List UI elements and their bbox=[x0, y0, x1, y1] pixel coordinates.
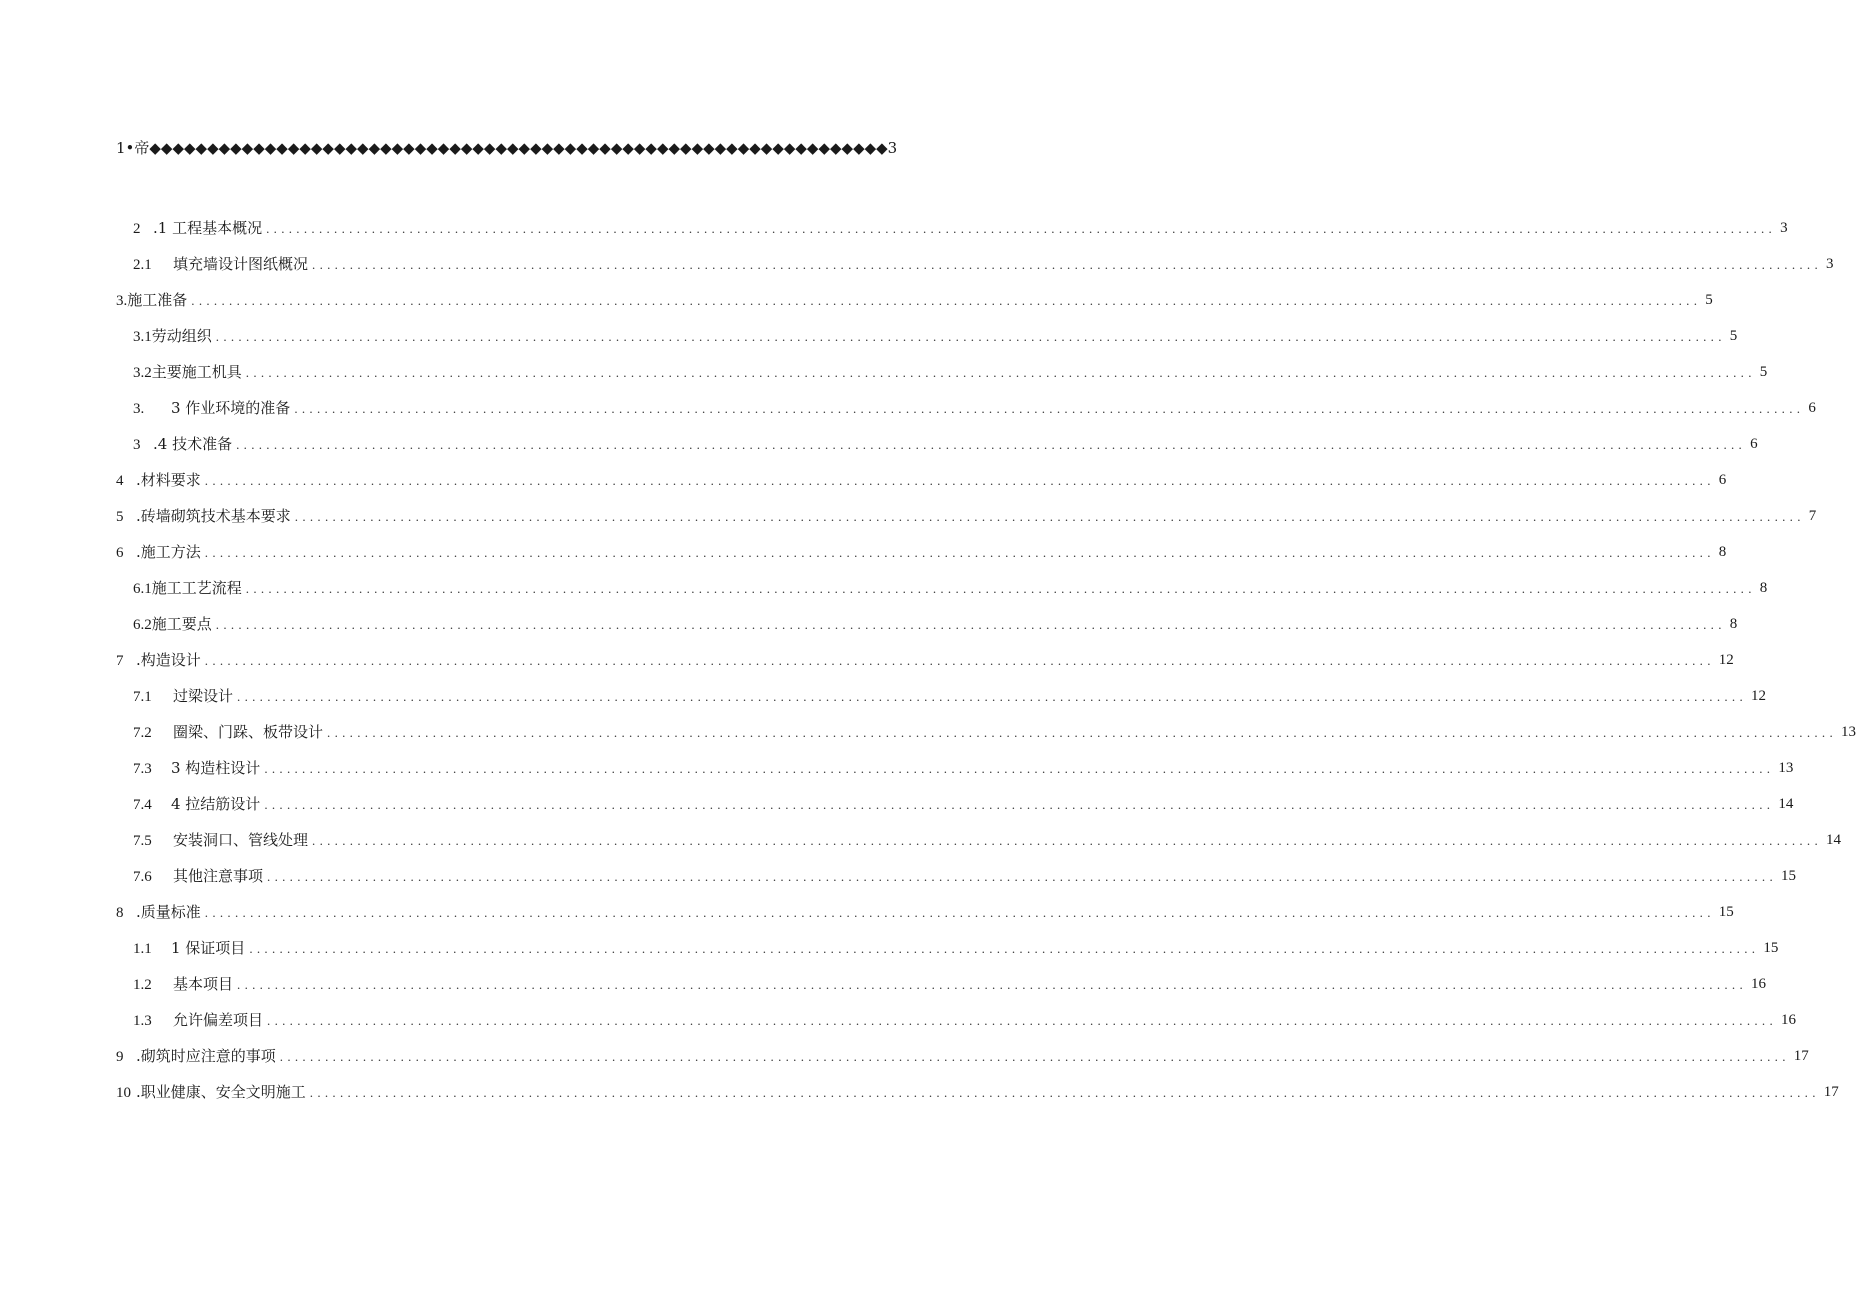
toc-entry-number: 6 bbox=[116, 544, 124, 561]
toc-entry[interactable] bbox=[0, 786, 1794, 822]
toc-entry-page-number: 5 bbox=[1759, 364, 1768, 380]
toc-entry-title: 施工工艺流程 bbox=[151, 578, 242, 597]
toc-entry-label bbox=[133, 326, 214, 347]
toc-entry[interactable] bbox=[0, 822, 1842, 858]
toc-entry-page-number: 5 bbox=[1705, 292, 1713, 308]
toc-entry-label bbox=[133, 938, 247, 959]
toc-entry-number: 1.2 bbox=[133, 976, 152, 993]
toc-entry-label bbox=[133, 254, 310, 275]
toc-entry-title: 安装洞口、管线处理 bbox=[173, 830, 309, 849]
toc-header-line: 1•帝◆◆◆◆◆◆◆◆◆◆◆◆◆◆◆◆◆◆◆◆◆◆◆◆◆◆◆◆◆◆◆◆◆◆◆◆◆◆◆◆◆◆◆◆◆◆◆◆◆◆◆◆◆◆◆◆◆◆◆◆◆◆◆◆3 bbox=[116, 139, 898, 157]
toc-entry-page-number: 17 bbox=[1823, 1084, 1839, 1100]
toc-leader-dots: ........................................................................................................................................................................................................ bbox=[237, 977, 1748, 992]
toc-entry[interactable] bbox=[0, 426, 1758, 462]
toc-entry[interactable] bbox=[0, 354, 1768, 390]
toc-entry-number: 3. bbox=[133, 400, 145, 417]
toc-entry-title: 其他注意事项 bbox=[173, 866, 264, 885]
toc-entry-page-number: 14 bbox=[1778, 796, 1794, 812]
toc-entry-number: 8 bbox=[116, 904, 124, 921]
toc-entry-label bbox=[116, 470, 203, 491]
toc-entry[interactable] bbox=[0, 1002, 1797, 1038]
toc-entry-title: 施工准备 bbox=[127, 290, 188, 309]
toc-entry-label bbox=[133, 974, 235, 995]
toc-leader-dots: ........................................................................................................................................................................................................ bbox=[266, 221, 1777, 236]
toc-entry-number: 6.2 bbox=[133, 616, 152, 633]
toc-entry-label bbox=[133, 1010, 265, 1031]
toc-leader-dots: ........................................................................................................................................................................................................ bbox=[267, 1013, 1778, 1028]
toc-entry-number: 7 bbox=[116, 652, 124, 669]
toc-entry[interactable] bbox=[0, 1038, 1809, 1074]
toc-leader-dots: ........................................................................................................................................................................................................ bbox=[264, 797, 1775, 812]
toc-entry-label bbox=[116, 506, 293, 527]
toc-leader-dots: ........................................................................................................................................................................................................ bbox=[204, 905, 1715, 920]
toc-entry-number: 6.1 bbox=[133, 580, 152, 597]
toc-entry-number: 10 bbox=[116, 1084, 131, 1101]
toc-entry-page-number: 3 bbox=[1826, 256, 1834, 272]
toc-entry-number: 4 bbox=[116, 472, 124, 489]
toc-entry-title: .4 技术准备 bbox=[153, 434, 233, 453]
toc-leader-dots: ........................................................................................................................................................................................................ bbox=[294, 401, 1805, 416]
toc-entry-title: 主要施工机具 bbox=[151, 362, 242, 381]
toc-entry[interactable] bbox=[0, 930, 1779, 966]
toc-entry-title: 过梁设计 bbox=[173, 686, 234, 705]
toc-entry-number: 2.1 bbox=[133, 256, 152, 273]
toc-entry-label bbox=[133, 434, 234, 455]
toc-entry-label bbox=[133, 578, 244, 599]
toc-entry-page-number: 6 bbox=[1750, 436, 1758, 452]
toc-leader-dots: ........................................................................................................................................................................................................ bbox=[204, 653, 1715, 668]
toc-entry-page-number: 6 bbox=[1808, 400, 1816, 416]
toc-leader-dots: ........................................................................................................................................................................................................ bbox=[215, 329, 1726, 344]
toc-entry[interactable] bbox=[0, 246, 1834, 282]
toc-entry-page-number: 8 bbox=[1759, 580, 1768, 596]
toc-entry-number: 1.3 bbox=[133, 1012, 152, 1029]
toc-entry[interactable] bbox=[0, 1074, 1839, 1110]
toc-entry[interactable] bbox=[0, 462, 1727, 498]
toc-entry-number: 7.2 bbox=[133, 724, 152, 741]
toc-entry-label bbox=[133, 686, 235, 707]
toc-entry-page-number: 8 bbox=[1729, 616, 1738, 632]
toc-entry-number: 3.1 bbox=[133, 328, 152, 345]
toc-entry-page-number: 8 bbox=[1718, 544, 1727, 560]
toc-leader-dots: ........................................................................................................................................................................................................ bbox=[327, 725, 1838, 740]
toc-entry[interactable] bbox=[0, 390, 1816, 426]
toc-entry-title: .砌筑时应注意的事项 bbox=[136, 1046, 276, 1065]
toc-entry[interactable] bbox=[0, 534, 1727, 570]
toc-entry-page-number: 15 bbox=[1718, 904, 1734, 920]
toc-entry-number: 1.1 bbox=[133, 940, 152, 957]
toc-entry-page-number: 13 bbox=[1778, 760, 1794, 776]
toc-entry-page-number: 7 bbox=[1808, 508, 1817, 524]
toc-leader-dots: ........................................................................................................................................................................................................ bbox=[191, 293, 1702, 308]
toc-entry-number: 7.5 bbox=[133, 832, 152, 849]
toc-leader-dots: ........................................................................................................................................................................................................ bbox=[309, 1085, 1820, 1100]
toc-entry-page-number: 16 bbox=[1781, 1012, 1797, 1028]
toc-entry-title: 圈梁、门跺、板带设计 bbox=[173, 722, 324, 741]
toc-entry-page-number: 15 bbox=[1763, 940, 1779, 956]
toc-entry-label bbox=[133, 218, 264, 239]
toc-entry-label bbox=[133, 794, 262, 815]
table-of-contents bbox=[0, 210, 1856, 1110]
toc-entry-label bbox=[133, 722, 325, 743]
toc-entry-page-number: 5 bbox=[1729, 328, 1738, 344]
toc-entry-title: 允许偏差项目 bbox=[173, 1010, 264, 1029]
toc-entry-title: .施工方法 bbox=[136, 542, 201, 561]
toc-entry-title: .质量标准 bbox=[136, 902, 201, 921]
toc-entry-title: 基本项目 bbox=[173, 974, 234, 993]
toc-leader-dots: ........................................................................................................................................................................................................ bbox=[237, 689, 1748, 704]
toc-entry-label bbox=[116, 542, 203, 563]
toc-entry-title: .构造设计 bbox=[136, 650, 201, 669]
toc-entry-number: 7.6 bbox=[133, 868, 152, 885]
toc-entry[interactable] bbox=[0, 858, 1797, 894]
toc-leader-dots: ........................................................................................................................................................................................................ bbox=[312, 257, 1823, 272]
toc-entry-number: 7.3 bbox=[133, 760, 152, 777]
toc-leader-dots: ........................................................................................................................................................................................................ bbox=[204, 473, 1715, 488]
toc-leader-dots: ........................................................................................................................................................................................................ bbox=[279, 1049, 1790, 1064]
toc-entry-title: 1 保证项目 bbox=[171, 938, 246, 957]
toc-entry-label bbox=[133, 398, 292, 419]
toc-leader-dots: ........................................................................................................................................................................................................ bbox=[245, 581, 1756, 596]
toc-entry[interactable] bbox=[0, 318, 1738, 354]
toc-entry-label bbox=[116, 1082, 308, 1103]
toc-entry[interactable] bbox=[0, 714, 1856, 750]
toc-entry[interactable] bbox=[0, 606, 1738, 642]
toc-entry-title: 3 构造柱设计 bbox=[171, 758, 261, 777]
toc-leader-dots: ........................................................................................................................................................................................................ bbox=[264, 761, 1775, 776]
toc-entry-title: 劳动组织 bbox=[151, 326, 212, 345]
toc-entry-title: .砖墙砌筑技术基本要求 bbox=[136, 506, 291, 525]
toc-leader-dots: ........................................................................................................................................................................................................ bbox=[312, 833, 1823, 848]
toc-entry-page-number: 6 bbox=[1718, 472, 1727, 488]
toc-entry-page-number: 12 bbox=[1718, 652, 1734, 668]
toc-entry[interactable] bbox=[0, 210, 1788, 246]
toc-entry-label bbox=[133, 866, 265, 887]
toc-entry-page-number: 15 bbox=[1781, 868, 1797, 884]
toc-entry-label bbox=[133, 614, 214, 635]
toc-leader-dots: ........................................................................................................................................................................................................ bbox=[294, 509, 1805, 524]
toc-leader-dots: ........................................................................................................................................................................................................ bbox=[267, 869, 1778, 884]
toc-entry-number: 3. bbox=[116, 292, 128, 309]
toc-entry-page-number: 12 bbox=[1751, 688, 1767, 704]
toc-entry[interactable] bbox=[0, 750, 1794, 786]
toc-entry-title: 4 拉结筋设计 bbox=[171, 794, 261, 813]
toc-entry-label bbox=[116, 650, 203, 671]
toc-entry-title: 填充墙设计图纸概况 bbox=[173, 254, 309, 273]
toc-entry-page-number: 3 bbox=[1780, 220, 1788, 236]
toc-entry[interactable] bbox=[0, 570, 1768, 606]
toc-entry-label bbox=[116, 1046, 278, 1067]
toc-entry-label bbox=[133, 362, 244, 383]
toc-entry[interactable] bbox=[0, 642, 1734, 678]
toc-leader-dots: ........................................................................................................................................................................................................ bbox=[204, 545, 1715, 560]
toc-entry-number: 5 bbox=[116, 508, 124, 525]
toc-leader-dots: ........................................................................................................................................................................................................ bbox=[245, 365, 1756, 380]
toc-entry-title: 3 作业环境的准备 bbox=[171, 398, 291, 417]
toc-entry[interactable] bbox=[0, 282, 1713, 318]
toc-entry-label bbox=[133, 830, 310, 851]
toc-entry-title: .职业健康、安全文明施工 bbox=[136, 1082, 306, 1101]
toc-entry-label bbox=[116, 290, 189, 311]
toc-entry[interactable] bbox=[0, 966, 1767, 1002]
toc-entry-number: 9 bbox=[116, 1048, 124, 1065]
toc-entry-label bbox=[133, 758, 262, 779]
toc-entry-title: .1 工程基本概况 bbox=[153, 218, 263, 237]
toc-leader-dots: ........................................................................................................................................................................................................ bbox=[249, 941, 1760, 956]
toc-entry-page-number: 16 bbox=[1751, 976, 1767, 992]
toc-leader-dots: ........................................................................................................................................................................................................ bbox=[215, 617, 1726, 632]
toc-entry[interactable] bbox=[0, 678, 1767, 714]
toc-entry-number: 2 bbox=[133, 220, 141, 237]
toc-entry[interactable] bbox=[0, 498, 1817, 534]
toc-entry-number: 3.2 bbox=[133, 364, 152, 381]
toc-entry-title: 施工要点 bbox=[151, 614, 212, 633]
toc-entry-number: 7.1 bbox=[133, 688, 152, 705]
toc-entry[interactable] bbox=[0, 894, 1734, 930]
toc-entry-label bbox=[116, 902, 203, 923]
toc-entry-number: 7.4 bbox=[133, 796, 152, 813]
toc-entry-page-number: 17 bbox=[1793, 1048, 1809, 1064]
toc-entry-page-number: 13 bbox=[1841, 724, 1856, 740]
toc-leader-dots: ........................................................................................................................................................................................................ bbox=[236, 437, 1747, 452]
toc-entry-page-number: 14 bbox=[1826, 832, 1842, 848]
toc-entry-title: .材料要求 bbox=[136, 470, 201, 489]
toc-entry-number: 3 bbox=[133, 436, 141, 453]
